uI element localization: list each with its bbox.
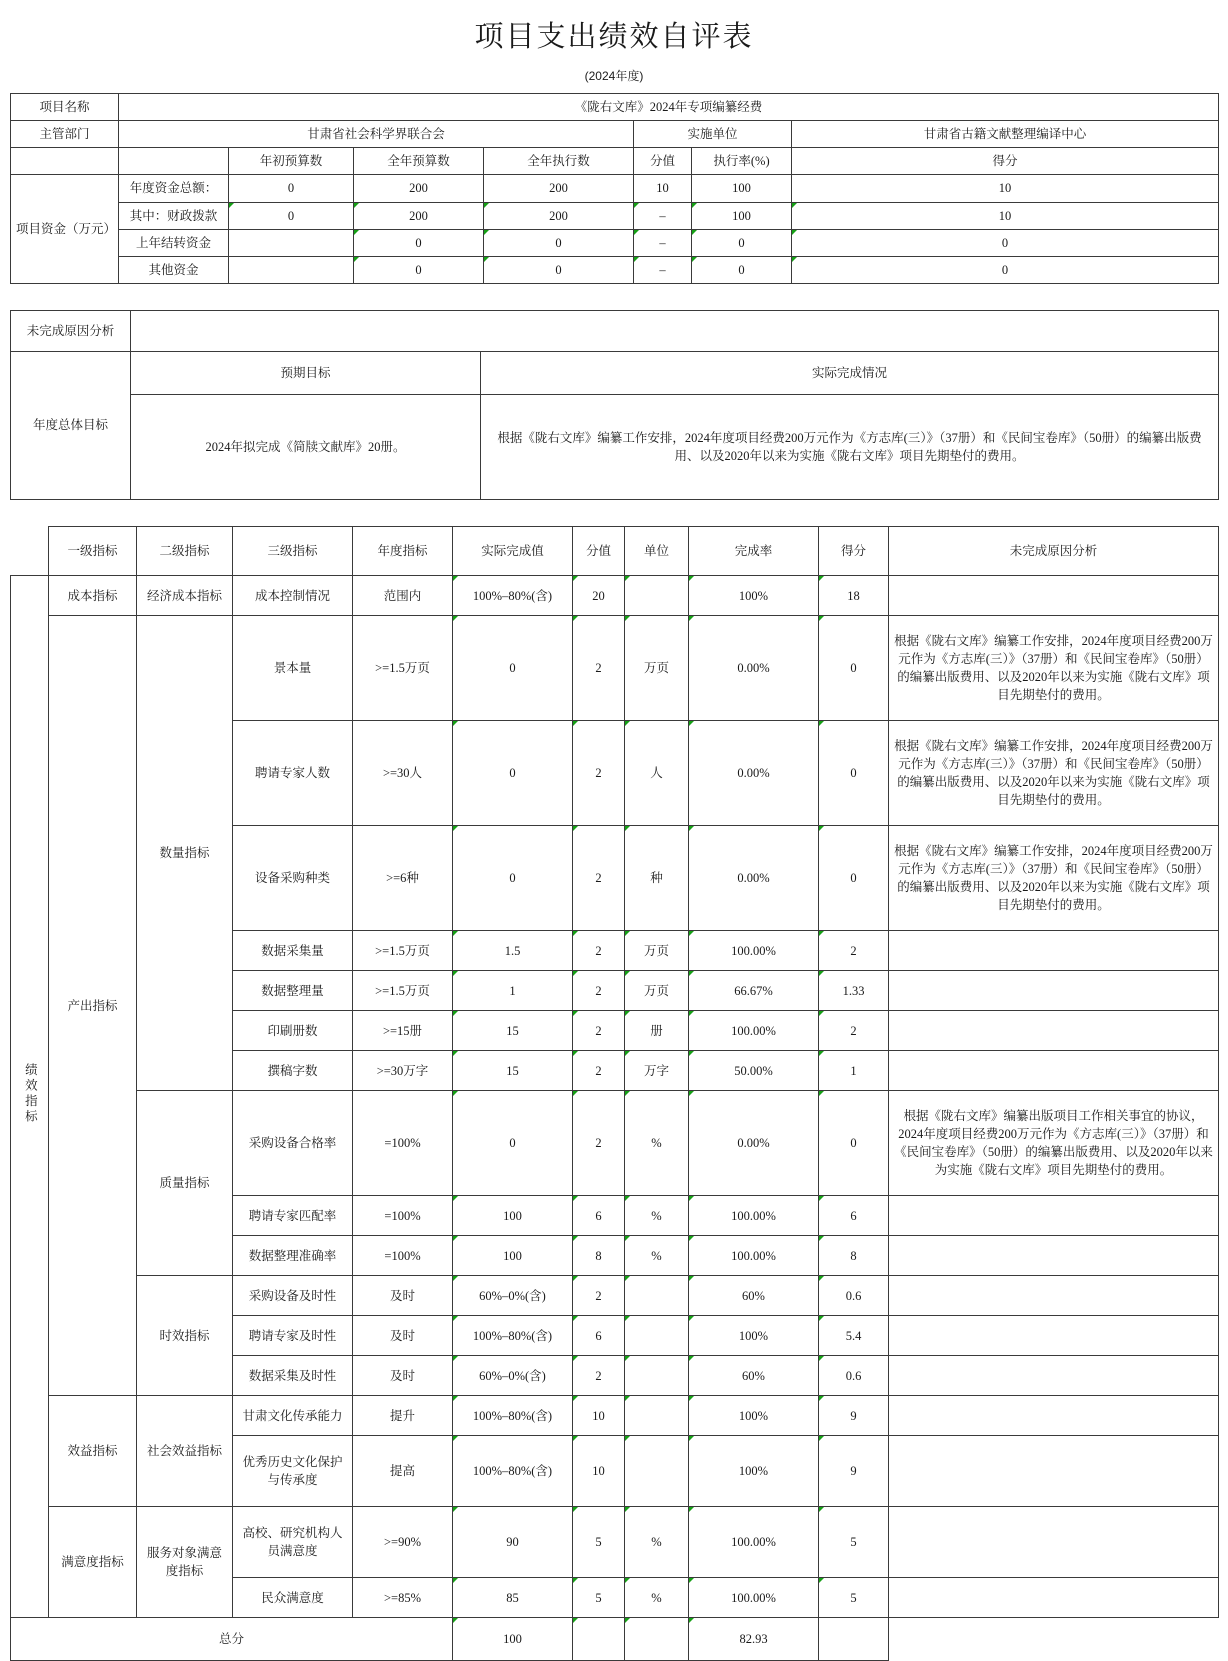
- funds-item-name: 其中：财政拨款: [119, 202, 229, 229]
- funds-header-annual: 全年预算数: [354, 148, 484, 175]
- indicator-score: 6: [819, 1196, 889, 1236]
- funds-header-row: [11, 148, 1219, 175]
- indicator-row: [11, 616, 1219, 721]
- indicator-unit: %: [625, 1196, 689, 1236]
- funds-cell-score: 10: [792, 175, 1219, 202]
- actual-result-header: 实际完成情况: [481, 352, 1219, 395]
- indicator-unit: 种: [625, 826, 689, 931]
- indicator-actual: 100: [453, 1196, 573, 1236]
- indicator-row: [11, 1396, 1219, 1436]
- indicator-annual: =100%: [353, 1236, 453, 1276]
- indicator-rate: 100%: [689, 576, 819, 616]
- indicator-point: 2: [573, 1091, 625, 1196]
- indicator-rate: 100.00%: [689, 931, 819, 971]
- funds-header-rate: 执行率(%): [692, 148, 792, 175]
- indicator-unit: %: [625, 1236, 689, 1276]
- project-name-label: 项目名称: [11, 94, 119, 121]
- indicator-l2-econ-cost: 经济成本指标: [137, 576, 233, 616]
- indicator-score: 8: [819, 1236, 889, 1276]
- page-title: 项目支出绩效自评表: [474, 21, 754, 53]
- indicator-unit: 万页: [625, 971, 689, 1011]
- indicator-annual: 提升: [353, 1396, 453, 1436]
- indicator-note: [889, 971, 1219, 1011]
- indicator-annual: >=1.5万页: [353, 931, 453, 971]
- indicator-l1-benefit: 效益指标: [49, 1396, 137, 1507]
- indicator-l3: 聘请专家及时性: [233, 1316, 353, 1356]
- indicator-rate: 100.00%: [689, 1507, 819, 1578]
- indicator-actual: 100%–80%(含): [453, 576, 573, 616]
- funds-cell-rate: 0: [692, 256, 792, 283]
- indicator-note: 根据《陇右文库》编纂工作安排，2024年度项目经费200万元作为《方志库(三）》（37册）和《民间宝卷库》（50册）的编纂出版费用、以及2020年以来为实施《陇右文库》项目先期垫付的费用。: [889, 616, 1219, 721]
- indicator-point: 20: [573, 576, 625, 616]
- indicator-rate: 100%: [689, 1436, 819, 1507]
- unfinished-reason-value: [131, 311, 1219, 352]
- indicator-l3: 聘请专家人数: [233, 721, 353, 826]
- indicator-l3: 高校、研究机构人员满意度: [233, 1507, 353, 1578]
- indicator-actual: 60%–0%(含): [453, 1276, 573, 1316]
- indicator-row: [11, 1507, 1219, 1578]
- funds-cell-score: 10: [792, 202, 1219, 229]
- indicator-score: 0: [819, 826, 889, 931]
- indicator-point: 2: [573, 1276, 625, 1316]
- indicator-unit: 万页: [625, 616, 689, 721]
- indicator-note: [889, 1236, 1219, 1276]
- indicator-header-actual: 实际完成值: [453, 527, 573, 576]
- indicator-row: [11, 1091, 1219, 1196]
- funds-cell-annual: 200: [354, 202, 484, 229]
- spacer-table-2: [10, 500, 1218, 526]
- indicator-point: 5: [573, 1507, 625, 1578]
- indicator-rate: 100%: [689, 1396, 819, 1436]
- indicator-rate: 100%: [689, 1316, 819, 1356]
- indicator-annual: >=85%: [353, 1578, 453, 1618]
- indicator-unit: %: [625, 1507, 689, 1578]
- indicator-note: [889, 1316, 1219, 1356]
- indicator-actual: 60%–0%(含): [453, 1356, 573, 1396]
- indicator-l3: 数据整理准确率: [233, 1236, 353, 1276]
- indicator-l3: 数据整理量: [233, 971, 353, 1011]
- indicator-l3: 采购设备合格率: [233, 1091, 353, 1196]
- funds-row: [11, 229, 1219, 256]
- indicator-annual: >=1.5万页: [353, 616, 453, 721]
- indicator-unit: [625, 1276, 689, 1316]
- funds-cell-annual: 0: [354, 256, 484, 283]
- funds-cell-point: –: [634, 256, 692, 283]
- funds-header-exec: 全年执行数: [484, 148, 634, 175]
- indicator-note: [889, 1196, 1219, 1236]
- indicator-row: [11, 1276, 1219, 1316]
- funds-cell-rate: 100: [692, 175, 792, 202]
- indicator-annual: >=30万字: [353, 1051, 453, 1091]
- indicator-header-l3: 三级指标: [233, 527, 353, 576]
- indicator-l2-timeliness: 时效指标: [137, 1276, 233, 1396]
- indicator-point: 8: [573, 1236, 625, 1276]
- indicator-note: [889, 1011, 1219, 1051]
- indicator-score: 0: [819, 1091, 889, 1196]
- funds-cell-exec: 0: [484, 229, 634, 256]
- overall-goal-table: [10, 310, 1219, 500]
- indicator-header-note: 未完成原因分析: [889, 527, 1219, 576]
- unit-label: 实施单位: [634, 121, 792, 148]
- title-area: [0, 0, 1228, 63]
- indicator-unit: [625, 576, 689, 616]
- total-rate: [625, 1618, 689, 1661]
- indicator-point: 6: [573, 1196, 625, 1236]
- indicator-l1-output: 产出指标: [49, 616, 137, 1396]
- indicator-rate: 66.67%: [689, 971, 819, 1011]
- indicator-score: 2: [819, 1011, 889, 1051]
- indicator-note: [889, 1356, 1219, 1396]
- funds-row: [11, 175, 1219, 202]
- indicator-header-score: 得分: [819, 527, 889, 576]
- funds-item-name: 其他资金: [119, 256, 229, 283]
- indicator-annual: >=6种: [353, 826, 453, 931]
- funds-header-blank-1: [11, 148, 119, 175]
- indicator-header-annual: 年度指标: [353, 527, 453, 576]
- funds-item-name: 上年结转资金: [119, 229, 229, 256]
- indicator-rate: 100.00%: [689, 1236, 819, 1276]
- indicator-annual: 及时: [353, 1356, 453, 1396]
- indicator-score: 2: [819, 931, 889, 971]
- indicator-unit: [625, 1436, 689, 1507]
- funds-cell-score: 0: [792, 229, 1219, 256]
- funds-item-name: 年度资金总额：: [119, 175, 229, 202]
- side-label-text: 绩效指标: [23, 1063, 38, 1126]
- indicator-note: [889, 931, 1219, 971]
- indicator-annual: >=30人: [353, 721, 453, 826]
- indicator-note: 根据《陇右文库》编纂出版项目工作相关事宜的协议，2024年度项目经费200万元作为《方志库(三）》（37册）和《民间宝卷库》（50册）的编纂出版费用、以及2020年以来为实施《陇右文库》项目先期垫付的费用。: [889, 1091, 1219, 1196]
- indicator-note: 根据《陇右文库》编纂工作安排，2024年度项目经费200万元作为《方志库(三）》（37册）和《民间宝卷库》（50册）的编纂出版费用、以及2020年以来为实施《陇右文库》项目先期垫付的费用。: [889, 721, 1219, 826]
- spacer: [10, 500, 1218, 526]
- indicator-actual: 15: [453, 1051, 573, 1091]
- indicator-annual: 提高: [353, 1436, 453, 1507]
- indicator-note: [889, 1276, 1219, 1316]
- indicator-score: 1: [819, 1051, 889, 1091]
- indicator-score: 1.33: [819, 971, 889, 1011]
- indicator-note: [889, 1507, 1219, 1578]
- indicator-actual: 100%–80%(含): [453, 1316, 573, 1356]
- funds-row-label: 项目资金（万元）: [11, 175, 119, 284]
- performance-indicator-side-label: [11, 576, 49, 1618]
- actual-result-value: 根据《陇右文库》编纂工作安排，2024年度项目经费200万元作为《方志库(三）》（37册）和《民间宝卷库》（50册）的编纂出版费用、以及2020年以来为实施《陇右文库》项目先期垫付的费用。: [481, 395, 1219, 500]
- indicator-note: [889, 1051, 1219, 1091]
- project-info-table: [10, 93, 1219, 284]
- indicator-point: 2: [573, 971, 625, 1011]
- indicator-l3: 设备采购种类: [233, 826, 353, 931]
- indicator-actual: 85: [453, 1578, 573, 1618]
- indicator-actual: 15: [453, 1011, 573, 1051]
- unit-value: 甘肃省古籍文献整理编译中心: [792, 121, 1219, 148]
- funds-cell-score: 0: [792, 256, 1219, 283]
- funds-cell-annual: 200: [354, 175, 484, 202]
- indicator-unit: 万页: [625, 931, 689, 971]
- indicator-point: 2: [573, 1051, 625, 1091]
- indicator-note: 根据《陇右文库》编纂工作安排，2024年度项目经费200万元作为《方志库(三）》（37册）和《民间宝卷库》（50册）的编纂出版费用、以及2020年以来为实施《陇右文库》项目先期垫付的费用。: [889, 826, 1219, 931]
- indicator-score: 9: [819, 1436, 889, 1507]
- indicator-point: 2: [573, 1011, 625, 1051]
- total-score-row: [11, 1618, 1219, 1661]
- indicator-unit: 册: [625, 1011, 689, 1051]
- unfinished-reason-label: 未完成原因分析: [11, 311, 131, 352]
- indicator-score: 0.6: [819, 1276, 889, 1316]
- funds-cell-point: –: [634, 229, 692, 256]
- funds-row: [11, 256, 1219, 283]
- indicator-actual: 100: [453, 1236, 573, 1276]
- indicator-l2-quality: 质量指标: [137, 1091, 233, 1276]
- indicator-actual: 0: [453, 826, 573, 931]
- indicator-point: 2: [573, 721, 625, 826]
- total-point: 100: [453, 1618, 573, 1661]
- indicator-score: 5: [819, 1578, 889, 1618]
- indicator-unit: [625, 1396, 689, 1436]
- unfinished-reason-row: [11, 311, 1219, 352]
- overall-goal-label: 年度总体目标: [11, 352, 131, 500]
- indicator-rate: 100.00%: [689, 1578, 819, 1618]
- indicator-l3: 采购设备及时性: [233, 1276, 353, 1316]
- project-name-value: 《陇右文库》2024年专项编纂经费: [119, 94, 1219, 121]
- indicator-score: 9: [819, 1396, 889, 1436]
- funds-cell-point: 10: [634, 175, 692, 202]
- indicator-score: 5: [819, 1507, 889, 1578]
- indicator-l3: 聘请专家匹配率: [233, 1196, 353, 1236]
- funds-header-score: 得分: [792, 148, 1219, 175]
- indicator-note: [889, 1436, 1219, 1507]
- indicator-l3: 印刷册数: [233, 1011, 353, 1051]
- indicator-header-l1: 一级指标: [49, 527, 137, 576]
- indicator-rate: 60%: [689, 1356, 819, 1396]
- funds-header-point: 分值: [634, 148, 692, 175]
- indicator-l3: 甘肃文化传承能力: [233, 1396, 353, 1436]
- indicator-score: 5.4: [819, 1316, 889, 1356]
- indicator-l1-cost: 成本指标: [49, 576, 137, 616]
- indicator-header-l2: 二级指标: [137, 527, 233, 576]
- indicator-point: 2: [573, 1356, 625, 1396]
- indicator-annual: 及时: [353, 1316, 453, 1356]
- indicator-rate: 100.00%: [689, 1011, 819, 1051]
- overall-goal-value-row: [11, 395, 1219, 500]
- funds-cell-begin: [229, 229, 354, 256]
- indicator-annual: 及时: [353, 1276, 453, 1316]
- total-label: 总分: [11, 1618, 453, 1661]
- indicator-unit: %: [625, 1578, 689, 1618]
- funds-cell-annual: 0: [354, 229, 484, 256]
- indicator-l3: 优秀历史文化保护与传承度: [233, 1436, 353, 1507]
- indicator-l3: 撰稿字数: [233, 1051, 353, 1091]
- indicator-score: 0: [819, 616, 889, 721]
- indicator-rate: 0.00%: [689, 616, 819, 721]
- funds-header-blank-2: [119, 148, 229, 175]
- indicator-unit: 人: [625, 721, 689, 826]
- indicator-note: [889, 1396, 1219, 1436]
- spacer-table-1: [10, 284, 1218, 310]
- total-note: [819, 1618, 889, 1661]
- funds-cell-begin: [229, 256, 354, 283]
- funds-cell-exec: 0: [484, 256, 634, 283]
- indicator-header-rate: 完成率: [689, 527, 819, 576]
- indicator-unit: [625, 1356, 689, 1396]
- funds-header-begin: 年初预算数: [229, 148, 354, 175]
- indicator-point: 5: [573, 1578, 625, 1618]
- indicator-actual: 0: [453, 1091, 573, 1196]
- indicator-point: 6: [573, 1316, 625, 1356]
- department-row: [11, 121, 1219, 148]
- indicator-annual: >=1.5万页: [353, 971, 453, 1011]
- indicator-rate: 50.00%: [689, 1051, 819, 1091]
- indicator-header-corner: [11, 527, 49, 576]
- indicator-header-unit: 单位: [625, 527, 689, 576]
- indicator-actual: 1: [453, 971, 573, 1011]
- indicator-score: 0: [819, 721, 889, 826]
- indicator-note: [889, 1578, 1219, 1618]
- indicator-rate: 0.00%: [689, 721, 819, 826]
- funds-cell-rate: 100: [692, 202, 792, 229]
- indicator-l3: 民众满意度: [233, 1578, 353, 1618]
- indicator-point: 2: [573, 616, 625, 721]
- performance-indicator-table: [10, 526, 1219, 1661]
- indicator-actual: 90: [453, 1507, 573, 1578]
- indicator-unit: 万字: [625, 1051, 689, 1091]
- funds-cell-rate: 0: [692, 229, 792, 256]
- funds-cell-exec: 200: [484, 175, 634, 202]
- indicator-annual: =100%: [353, 1091, 453, 1196]
- indicator-rate: 100.00%: [689, 1196, 819, 1236]
- page-subtitle: (2024年度): [584, 69, 644, 83]
- indicator-header-point: 分值: [573, 527, 625, 576]
- expected-goal-value: 2024年拟完成《简牍文献库》20册。: [131, 395, 481, 500]
- indicator-rate: 60%: [689, 1276, 819, 1316]
- indicator-score: 0.6: [819, 1356, 889, 1396]
- indicator-l3: 景本量: [233, 616, 353, 721]
- overall-goal-header-row: [11, 352, 1219, 395]
- indicator-l2-quantity: 数量指标: [137, 616, 233, 1091]
- indicator-actual: 0: [453, 721, 573, 826]
- indicator-header-row: [11, 527, 1219, 576]
- indicator-point: 2: [573, 931, 625, 971]
- funds-cell-exec: 200: [484, 202, 634, 229]
- dept-value: 甘肃省社会科学界联合会: [119, 121, 634, 148]
- indicator-note: [889, 576, 1219, 616]
- funds-cell-begin: 0: [229, 175, 354, 202]
- indicator-l2-social-benefit: 社会效益指标: [137, 1396, 233, 1507]
- spacer: [10, 284, 1218, 310]
- funds-cell-point: –: [634, 202, 692, 229]
- indicator-l3: 数据采集量: [233, 931, 353, 971]
- indicator-actual: 100%–80%(含): [453, 1396, 573, 1436]
- indicator-l2-service-satisfaction: 服务对象满意度指标: [137, 1507, 233, 1618]
- indicator-row: [11, 576, 1219, 616]
- indicator-annual: >=15册: [353, 1011, 453, 1051]
- total-score: 82.93: [689, 1618, 819, 1661]
- indicator-rate: 0.00%: [689, 826, 819, 931]
- project-name-row: [11, 94, 1219, 121]
- indicator-actual: 0: [453, 616, 573, 721]
- indicator-annual: >=90%: [353, 1507, 453, 1578]
- indicator-point: 10: [573, 1436, 625, 1507]
- indicator-l3: 成本控制情况: [233, 576, 353, 616]
- indicator-actual: 1.5: [453, 931, 573, 971]
- indicator-unit: [625, 1316, 689, 1356]
- indicator-annual: 范围内: [353, 576, 453, 616]
- indicator-point: 10: [573, 1396, 625, 1436]
- indicator-point: 2: [573, 826, 625, 931]
- total-unit: [573, 1618, 625, 1661]
- indicator-l3: 数据采集及时性: [233, 1356, 353, 1396]
- indicator-rate: 0.00%: [689, 1091, 819, 1196]
- indicator-annual: =100%: [353, 1196, 453, 1236]
- indicator-score: 18: [819, 576, 889, 616]
- expected-goal-header: 预期目标: [131, 352, 481, 395]
- funds-row: [11, 202, 1219, 229]
- indicator-unit: %: [625, 1091, 689, 1196]
- funds-cell-begin: 0: [229, 202, 354, 229]
- dept-label: 主管部门: [11, 121, 119, 148]
- indicator-actual: 100%–80%(含): [453, 1436, 573, 1507]
- indicator-l1-satisfaction: 满意度指标: [49, 1507, 137, 1618]
